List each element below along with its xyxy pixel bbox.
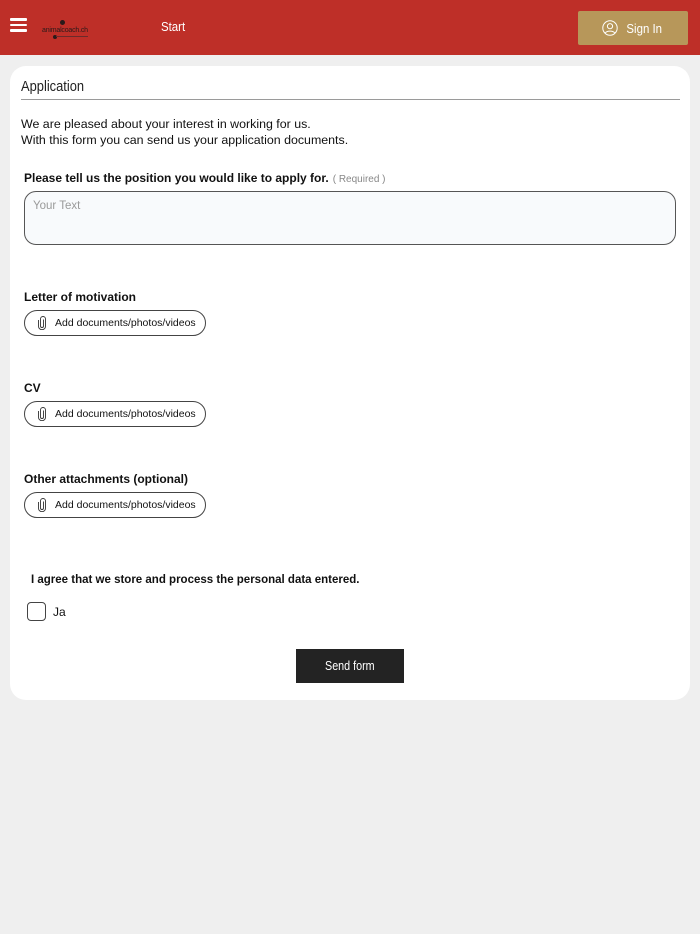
intro-text xyxy=(21,117,348,148)
other-upload-label: Add documents/photos/videos xyxy=(55,499,196,511)
consent-label: I agree that we store and process the personal data entered. xyxy=(31,574,360,586)
logo-underline xyxy=(56,36,88,37)
motivation-upload-button[interactable] xyxy=(24,310,206,336)
consent-option-label[interactable]: Ja xyxy=(53,605,66,619)
cv-label: CV xyxy=(24,381,41,395)
nav-start-link[interactable]: Start xyxy=(161,19,186,34)
position-label-text: Please tell us the position you would like to apply for. xyxy=(24,171,329,185)
hamburger-menu-icon[interactable] xyxy=(10,18,27,32)
logo[interactable] xyxy=(42,18,96,42)
logo-mark-icon xyxy=(60,20,65,25)
page-title: Application xyxy=(21,78,85,95)
send-form-label: Send form xyxy=(325,659,375,673)
required-hint: ( Required ) xyxy=(332,174,386,185)
logo-text: animalcoach.ch xyxy=(42,27,88,34)
position-input[interactable] xyxy=(24,191,676,245)
application-form-card xyxy=(10,66,690,700)
title-divider xyxy=(21,99,680,100)
cv-upload-label: Add documents/photos/videos xyxy=(55,408,196,420)
top-bar xyxy=(0,0,700,55)
motivation-label: Letter of motivation xyxy=(24,290,137,304)
other-upload-button[interactable] xyxy=(24,492,206,518)
paperclip-icon xyxy=(37,316,47,330)
user-circle-icon xyxy=(602,20,618,36)
consent-checkbox[interactable] xyxy=(27,602,46,621)
intro-line-2: With this form you can send us your application documents. xyxy=(21,132,349,147)
sign-in-label: Sign In xyxy=(626,20,662,36)
intro-line-1: We are pleased about your interest in working for us. xyxy=(21,117,311,131)
send-form-button[interactable] xyxy=(296,649,404,683)
paperclip-icon xyxy=(37,407,47,421)
paperclip-icon xyxy=(37,498,47,512)
position-input-placeholder: Your Text xyxy=(33,200,81,212)
cv-upload-button[interactable] xyxy=(24,401,206,427)
motivation-upload-label: Add documents/photos/videos xyxy=(55,317,196,329)
position-label xyxy=(24,171,386,185)
sign-in-button[interactable] xyxy=(578,11,688,45)
other-attachments-label: Other attachments (optional) xyxy=(24,472,189,486)
